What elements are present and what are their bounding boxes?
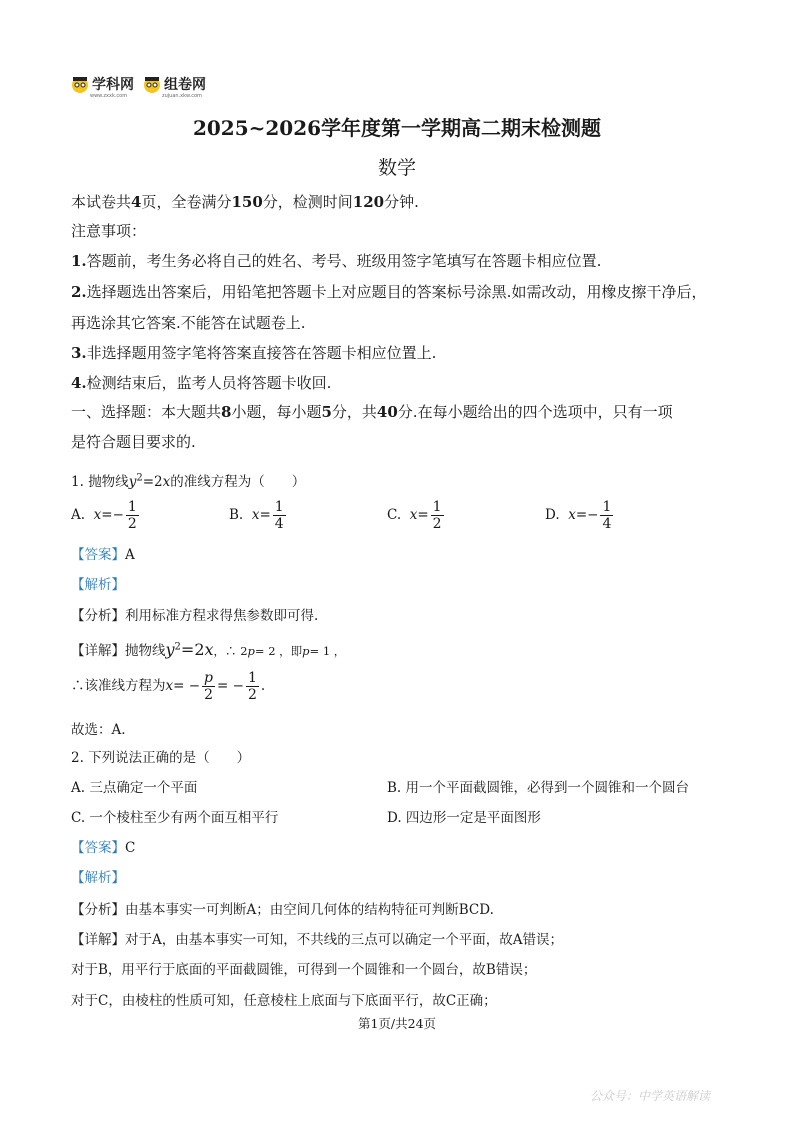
notice-heading: 注意事项： (71, 222, 147, 240)
xueke-logo (70, 74, 134, 99)
subject-title: 数学 (377, 157, 416, 179)
option-c: C. x= $\frac{1}{2}$ (387, 499, 442, 532)
option-b: B. 用一个平面截圆锥，必得到一个圆锥和一个圆台 (387, 780, 690, 796)
watermark: 公众号：中学英语解读 (590, 1089, 711, 1103)
notice-item-continued: 再选涂其它答案.不能答在试题卷上. (71, 314, 306, 332)
mascot-icon (142, 74, 162, 94)
logo-site: www.zxxk.com (90, 93, 128, 99)
fenxi-line: 【分析】由基本事实一可判断A；由空间几何体的结构特征可判断BCD. (71, 902, 494, 918)
option-b: B. x= $\frac{1}{4}$ (229, 499, 284, 532)
xiangjie-line: 【详解】对于A，由基本事实一可知，不共线的三点可以确定一个平面，故A错误； (71, 932, 563, 948)
exam-intro: 本试卷共4页，全卷满分150分，检测时间120分钟. (71, 193, 419, 211)
option-c: C. 一个棱柱至少有两个面互相平行 (71, 810, 279, 826)
page-title: 2025~2026学年度第一学期高二期末检测题 (192, 116, 602, 140)
analysis-tag: 【解析】 (71, 577, 125, 593)
logo-site: zujuan.xkw.com (162, 93, 202, 99)
xiangjie-line: 【详解】抛物线$y^2=2x$，∴ 2p= 2 ，即p= 1 ， (71, 640, 346, 659)
option-a: A. 三点确定一个平面 (71, 780, 198, 796)
notice-item: 4.检测结束后，监考人员将答题卡收回. (71, 374, 332, 392)
conclusion: 故选：A. (71, 722, 126, 738)
question-1-stem: 1. 抛物线$y^2=2x$的准线方程为（ ） (71, 472, 306, 490)
answer-line: 【答案】C (71, 840, 136, 856)
question-2-stem: 2. 下列说法正确的是（ ） (71, 750, 251, 766)
logo-text: 学科网 (92, 77, 134, 93)
answer-line: 【答案】A (71, 547, 135, 563)
option-d: D. x=− $\frac{1}{4}$ (545, 499, 612, 532)
mascot-icon (70, 74, 90, 94)
page-footer: 第1页/共24页 (357, 1016, 437, 1031)
logo-text: 组卷网 (164, 77, 206, 93)
fenxi-line: 【分析】利用标准方程求得焦参数即可得. (71, 608, 319, 624)
notice-item: 3.非选择题用签字笔将答案直接答在答题卡相应位置上. (71, 344, 437, 362)
option-d: D. 四边形一定是平面图形 (387, 810, 541, 826)
analysis-tag: 【解析】 (71, 870, 125, 886)
logo-row (70, 74, 206, 99)
zujuan-logo (142, 74, 206, 99)
section-heading-line2: 是符合题目要求的. (71, 433, 196, 451)
section-heading: 一、选择题：本大题共8小题，每小题5分，共40分.在每小题给出的四个选项中，只有一项 (71, 403, 673, 421)
directrix-line: ∴该准线方程为x= − $\frac{p}{2}$ = − $\frac{1}{2}$ . (71, 670, 266, 703)
notice-item: 1.答题前，考生务必将自己的姓名、考号、班级用签字笔填写在答题卡相应位置. (71, 252, 602, 270)
xiangjie-line: 对于B，用平行于底面的平面截圆锥，可得到一个圆锥和一个圆台，故B错误； (71, 962, 537, 978)
option-a: A. x=− $\frac{1}{2}$ (71, 499, 137, 532)
xiangjie-line: 对于C，由棱柱的性质可知，任意棱柱上底面与下底面平行，故C正确； (71, 993, 497, 1009)
notice-item: 2.选择题选出答案后，用铅笔把答题卡上对应题目的答案标号涂黑.如需改动，用橡皮擦干净后， (71, 283, 707, 301)
